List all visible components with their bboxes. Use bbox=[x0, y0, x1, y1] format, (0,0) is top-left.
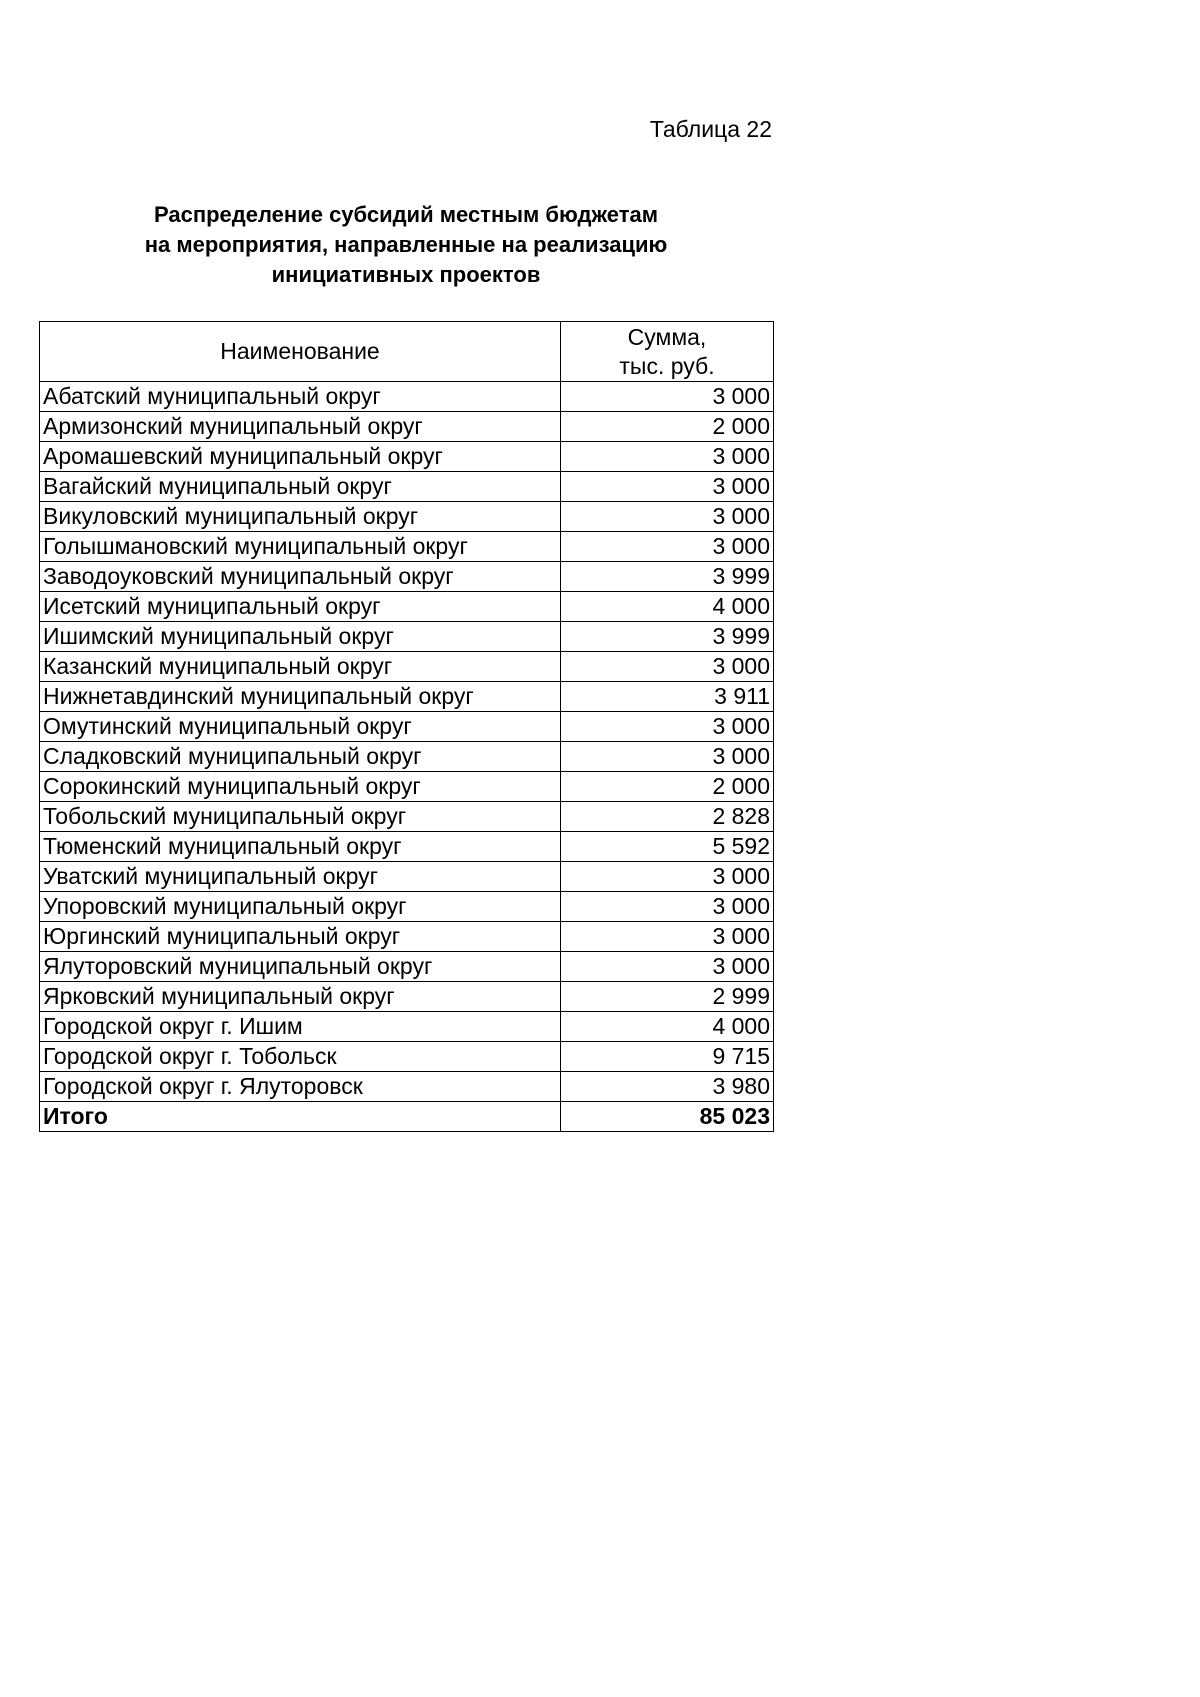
subsidy-table bbox=[39, 321, 774, 1132]
district-name: Сорокинский муниципальный округ bbox=[40, 772, 561, 802]
district-name: Городской округ г. Ялуторовск bbox=[40, 1072, 561, 1102]
table-row bbox=[40, 862, 774, 892]
district-name: Городской округ г. Ишим bbox=[40, 1012, 561, 1042]
table-row bbox=[40, 442, 774, 472]
subsidy-amount: 5 592 bbox=[561, 832, 774, 862]
table-row bbox=[40, 412, 774, 442]
subsidy-amount: 3 000 bbox=[561, 862, 774, 892]
subsidy-amount: 9 715 bbox=[561, 1042, 774, 1072]
district-name: Заводоуковский муниципальный округ bbox=[40, 562, 561, 592]
district-name: Абатский муниципальный округ bbox=[40, 382, 561, 412]
subsidy-amount: 2 999 bbox=[561, 982, 774, 1012]
table-row bbox=[40, 742, 774, 772]
district-name: Тобольский муниципальный округ bbox=[40, 802, 561, 832]
total-row bbox=[40, 1102, 774, 1132]
title-line: инициативных проектов bbox=[271, 262, 541, 287]
subsidy-amount: 2 000 bbox=[561, 412, 774, 442]
district-name: Викуловский муниципальный округ bbox=[40, 502, 561, 532]
table-row bbox=[40, 592, 774, 622]
subsidy-amount: 3 000 bbox=[561, 502, 774, 532]
district-name: Ялуторовский муниципальный округ bbox=[40, 952, 561, 982]
table-row bbox=[40, 922, 774, 952]
subsidy-amount: 3 000 bbox=[561, 532, 774, 562]
subsidy-amount: 4 000 bbox=[561, 1012, 774, 1042]
district-name: Сладковский муниципальный округ bbox=[40, 742, 561, 772]
subsidy-amount: 4 000 bbox=[561, 592, 774, 622]
district-name: Городской округ г. Тобольск bbox=[40, 1042, 561, 1072]
table-row bbox=[40, 892, 774, 922]
table-row bbox=[40, 1072, 774, 1102]
district-name: Юргинский муниципальный округ bbox=[40, 922, 561, 952]
subsidy-amount: 3 999 bbox=[561, 622, 774, 652]
district-name: Тюменский муниципальный округ bbox=[40, 832, 561, 862]
table-body bbox=[40, 382, 774, 1102]
district-name: Исетский муниципальный округ bbox=[40, 592, 561, 622]
table-row bbox=[40, 1012, 774, 1042]
subsidy-amount: 3 000 bbox=[561, 382, 774, 412]
document-title bbox=[40, 200, 772, 290]
amount-header-line: тыс. руб. bbox=[619, 352, 715, 379]
header-row bbox=[40, 322, 774, 382]
subsidy-amount: 3 980 bbox=[561, 1072, 774, 1102]
amount-column-header bbox=[561, 322, 774, 382]
table-row bbox=[40, 622, 774, 652]
table-row bbox=[40, 712, 774, 742]
table-row bbox=[40, 952, 774, 982]
table-row bbox=[40, 1042, 774, 1072]
name-column-header: Наименование bbox=[40, 322, 561, 382]
district-name: Уватский муниципальный округ bbox=[40, 862, 561, 892]
district-name: Нижнетавдинский муниципальный округ bbox=[40, 682, 561, 712]
district-name: Ишимский муниципальный округ bbox=[40, 622, 561, 652]
district-name: Вагайский муниципальный округ bbox=[40, 472, 561, 502]
subsidy-amount: 2 000 bbox=[561, 772, 774, 802]
subsidy-amount: 3 000 bbox=[561, 712, 774, 742]
subsidy-amount: 3 000 bbox=[561, 952, 774, 982]
total-label: Итого bbox=[40, 1102, 561, 1132]
subsidy-amount: 3 000 bbox=[561, 922, 774, 952]
subsidy-amount: 3 000 bbox=[561, 742, 774, 772]
subsidy-amount: 3 000 bbox=[561, 892, 774, 922]
total-amount: 85 023 bbox=[561, 1102, 774, 1132]
amount-header-line: Сумма, bbox=[627, 323, 707, 350]
table-row bbox=[40, 562, 774, 592]
table-row bbox=[40, 382, 774, 412]
district-name: Ярковский муниципальный округ bbox=[40, 982, 561, 1012]
subsidy-amount: 3 999 bbox=[561, 562, 774, 592]
table-row bbox=[40, 832, 774, 862]
district-name: Аромашевский муниципальный округ bbox=[40, 442, 561, 472]
district-name: Омутинский муниципальный округ bbox=[40, 712, 561, 742]
subsidy-amount: 3 000 bbox=[561, 652, 774, 682]
table-row bbox=[40, 652, 774, 682]
district-name: Упоровский муниципальный округ bbox=[40, 892, 561, 922]
subsidy-amount: 3 000 bbox=[561, 472, 774, 502]
table-row bbox=[40, 472, 774, 502]
table-row bbox=[40, 502, 774, 532]
table-row bbox=[40, 802, 774, 832]
title-line: Распределение субсидий местным бюджетам bbox=[153, 202, 659, 227]
subsidy-amount: 3 000 bbox=[561, 442, 774, 472]
table-number: Таблица 22 bbox=[649, 116, 772, 142]
table-row bbox=[40, 532, 774, 562]
district-name: Казанский муниципальный округ bbox=[40, 652, 561, 682]
table-row bbox=[40, 682, 774, 712]
title-line: на мероприятия, направленные на реализацию bbox=[144, 232, 668, 257]
subsidy-amount: 3 911 bbox=[561, 682, 774, 712]
district-name: Голышмановский муниципальный округ bbox=[40, 532, 561, 562]
table-row bbox=[40, 982, 774, 1012]
subsidy-amount: 2 828 bbox=[561, 802, 774, 832]
table-row bbox=[40, 772, 774, 802]
district-name: Армизонский муниципальный округ bbox=[40, 412, 561, 442]
